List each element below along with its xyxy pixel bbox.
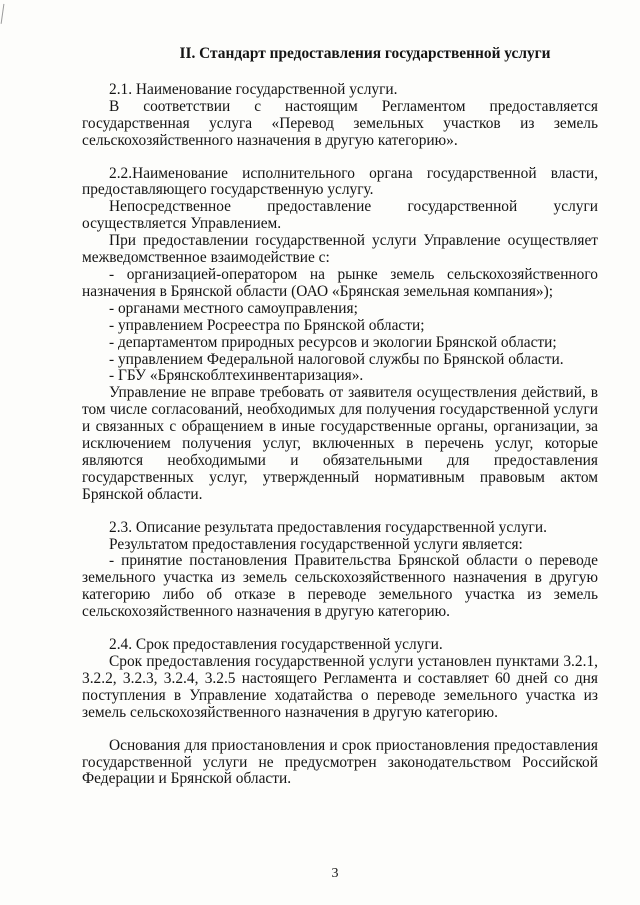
- section-2-1-text: В соответствии с настоящим Регламентом предоставляется государственная услуга «Перевод земельных участков из земель сельскохозяйственного назначения в другую категорию».: [82, 97, 598, 149]
- section-2-3-heading: 2.3. Описание результата предоставления государственной услуги.: [109, 518, 547, 536]
- section-title: II. Стандарт предоставления государственной услуги: [179, 45, 551, 62]
- section-2-2-heading: 2.2.Наименование исполнительного органа государственной власти, предоставляющего государственную услугу.: [82, 164, 598, 199]
- scan-edge-mark: [1, 4, 7, 24]
- section-2-4: [82, 637, 598, 722]
- page-number: 3: [331, 866, 339, 881]
- section-2-2-text-3: Управление не вправе требовать от заявителя осуществления действий, в том числе согласований, необходимых для получения государственной услуги и связанных с обращением в иные государственные органы, организации, за исключением получения услуг, включенных в перечень услуг, которые являются необходимыми и обязательными для предоставления государственных услуг, утвержденный нормативным правовым актом Брянской области.: [82, 384, 598, 503]
- section-2-2-text-2: При предоставлении государственной услуги Управление осуществляет межведомственное взаимодействие с:: [82, 232, 598, 267]
- section-2-1: [82, 82, 598, 150]
- list-item-tax-service: - управлением Федеральной налоговой службы по Брянской области.: [109, 350, 564, 368]
- section-2-2-text-1: Непосредственное предоставление государственной услуги осуществляется Управлением.: [82, 198, 598, 233]
- list-item-operator: - организацией-оператором на рынке земель сельскохозяйственного назначения в Брянской области (ОАО «Брянская земельная компания»);: [82, 265, 598, 300]
- section-2-1-heading: 2.1. Наименование государственной услуги.: [109, 80, 398, 98]
- list-item-local-government: - органами местного самоуправления;: [109, 299, 358, 317]
- section-2-3-text-1: Результатом предоставления государственной услуги является:: [109, 535, 523, 553]
- section-2-3-text-2: - принятие постановления Правительства Брянской области о переводе земельного участка из земель сельскохозяйственного назначения в другую категорию либо об отказе в переводе земельного участка из земель сельскохозяйственного назначения в другую категорию.: [82, 552, 598, 621]
- section-2-3: [82, 520, 598, 621]
- section-2-2: [82, 166, 598, 504]
- section-2-4-text: Срок предоставления государственной услуги установлен пунктами 3.2.1, 3.2.2, 3.2.3, 3.2.4, 3.2.5 настоящего Регламента и составляет 60 дней со дня поступления в Управление ходатайства о переводе земельного участка из земель сельскохозяйственного назначения в другую категорию.: [82, 653, 598, 721]
- list-item-rosreestr: - управлением Росреестра по Брянской области;: [109, 316, 425, 334]
- suspension-text: Основания для приостановления и срок приостановления предоставления государственной услуги не предусмотрен законодательством Российской Федерации и Брянской области.: [82, 736, 598, 788]
- list-item-natural-resources: - департаментом природных ресурсов и экологии Брянской области;: [109, 333, 557, 351]
- list-item-gbu: - ГБУ «Брянскоблтехинвентаризация».: [109, 367, 364, 385]
- document-body: [82, 46, 598, 804]
- suspension-section: [82, 738, 598, 789]
- section-2-4-heading: 2.4. Срок предоставления государственной услуги.: [109, 636, 443, 654]
